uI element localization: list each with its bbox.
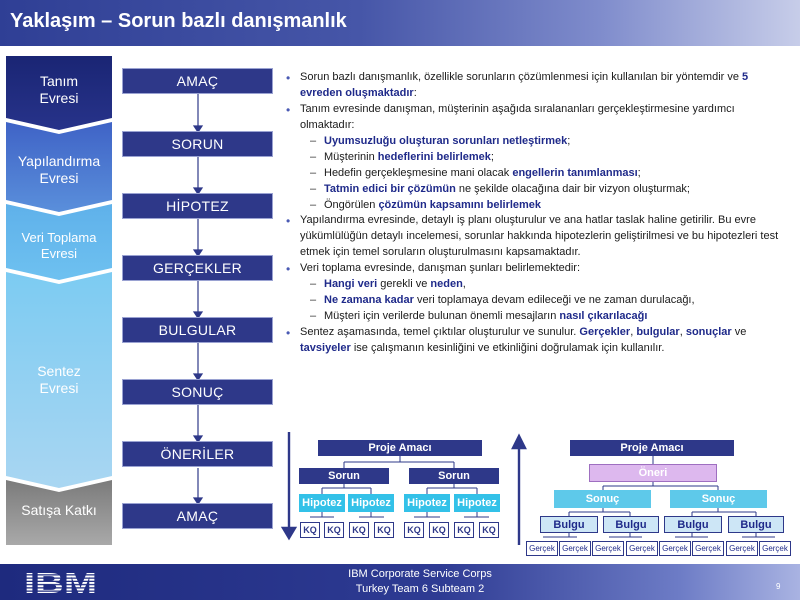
right-tree-bulgu-3: Bulgu (664, 516, 722, 533)
flow-box-sorun: SORUN (122, 131, 273, 157)
left-tree-sorun-2: Sorun (409, 468, 499, 484)
phase-sentez: Sentez Evresi (37, 362, 81, 396)
flow-box-bulgular: BULGULAR (122, 317, 273, 343)
right-tree-bulgu-2: Bulgu (603, 516, 659, 533)
bullet-item: • Veri toplama evresinde, danışman şunları belirlemektedir: (284, 261, 784, 277)
phase-satisa-katki: Satışa Katkı (21, 502, 97, 519)
right-tree-gercek: Gerçek (592, 541, 624, 556)
header-rule (0, 46, 800, 48)
page-number: 9 (776, 582, 781, 591)
right-tree-gercek: Gerçek (726, 541, 758, 556)
phase-yapilandirma: Yapılandırma Evresi (17, 152, 101, 186)
right-tree-gercek: Gerçek (692, 541, 724, 556)
footer-line-1: IBM Corporate Service Corps (348, 568, 492, 580)
flow-box-amac: AMAÇ (122, 68, 273, 94)
left-tree-kq: KQ (454, 522, 474, 538)
flow-box-oneriler: ÖNERİLER (122, 441, 273, 467)
header-bar (0, 0, 800, 46)
flow-box-gercekler: GERÇEKLER (122, 255, 273, 281)
sub-bullet-item: – Tatmin edici bir çözümün ne şekilde olacağına dair bir vizyon oluşturmak; (284, 182, 784, 198)
bullet-list (284, 70, 784, 357)
sub-bullet-item: – Müşteri için verilerde bulunan önemli mesajların nasıl çıkarılacağı (284, 309, 784, 325)
sub-bullet-item: – Hangi veri gerekli ve neden, (284, 277, 784, 293)
left-tree-kq: KQ (429, 522, 449, 538)
footer-line-2: Turkey Team 6 Subteam 2 (355, 582, 485, 595)
slide-title: Yaklaşım – Sorun bazlı danışmanlık (10, 10, 347, 32)
sub-bullet-item: – Hedefin gerçekleşmesine mani olacak engellerin tanımlanması; (284, 166, 784, 182)
bullet-item: • Yapılandırma evresinde, detaylı iş planı oluşturulur ve ana hatlar taslak haline getirilir. Bu evre yükümlülüğün detaylı incelemesi, sorunlar hakkında hipotezlerin geliştirilmesi ve bu hipotezleri test etmek için temel soruların oluşturulmasını kapsamaktadır. (284, 213, 784, 261)
left-tree-root: Proje Amacı (318, 440, 482, 456)
left-tree-hipotez-4: Hipotez (454, 494, 500, 512)
right-tree-root: Proje Amacı (570, 440, 734, 456)
svg-text:IBM: IBM (24, 569, 97, 595)
phase-veri-toplama: Veri Toplama Evresi (21, 229, 97, 261)
right-tree-gercek: Gerçek (559, 541, 591, 556)
right-tree-gercek: Gerçek (526, 541, 558, 556)
right-tree-gercek: Gerçek (659, 541, 691, 556)
sub-bullet-item: – Ne zamana kadar veri toplamaya devam edileceği ve ne zaman durulacağı, (284, 293, 784, 309)
sub-bullet-item: – Öngörülen çözümün kapsamını belirlemek (284, 198, 784, 214)
left-tree-kq: KQ (404, 522, 424, 538)
left-tree-kq: KQ (324, 522, 344, 538)
footer-text (300, 567, 540, 597)
left-tree-sorun-1: Sorun (299, 468, 389, 484)
right-tree-gercek: Gerçek (759, 541, 791, 556)
flow-box-hipotez: HİPOTEZ (122, 193, 273, 219)
flow-box-amac-2: AMAÇ (122, 503, 273, 529)
right-tree-bulgu-1: Bulgu (540, 516, 598, 533)
left-tree-hipotez-1: Hipotez (299, 494, 345, 512)
right-tree-gercek: Gerçek (626, 541, 658, 556)
flow-box-sonuc: SONUÇ (122, 379, 273, 405)
left-tree-hipotez-2: Hipotez (348, 494, 394, 512)
sub-bullet-item: – Müşterinin hedeflerini belirlemek; (284, 150, 784, 166)
bullet-item: • Tanım evresinde danışman, müşterinin aşağıda sıralananları gerçekleştirmesine yardımcı olmaktadır: (284, 102, 784, 134)
left-tree-kq: KQ (300, 522, 320, 538)
left-tree-kq: KQ (374, 522, 394, 538)
phase-tanim: Tanım Evresi (39, 72, 79, 106)
right-tree-sonuc-1: Sonuç (554, 490, 651, 508)
left-tree-hipotez-3: Hipotez (404, 494, 450, 512)
ibm-logo (24, 569, 98, 595)
right-tree-bulgu-4: Bulgu (728, 516, 784, 533)
right-tree-sonuc-2: Sonuç (670, 490, 767, 508)
bullet-item: • Sentez aşamasında, temel çıktılar oluşturulur ve sunulur. Gerçekler, bulgular, sonuçlar ve tavsiyeler ise çalışmanın kesinliğini ve etkinliğini doğrulamak için kullanılır. (284, 325, 784, 357)
footer-bar (0, 564, 800, 600)
left-tree-kq: KQ (349, 522, 369, 538)
right-tree-oneri: Öneri (589, 464, 717, 482)
bullet-item: • Sorun bazlı danışmanlık, özellikle sorunların çözümlenmesi için kullanılan bir yöntemdir ve 5 evreden oluşmaktadır: (284, 70, 784, 102)
sub-bullet-item: – Uyumsuzluğu oluşturan sorunları netleştirmek; (284, 134, 784, 150)
left-tree-kq: KQ (479, 522, 499, 538)
